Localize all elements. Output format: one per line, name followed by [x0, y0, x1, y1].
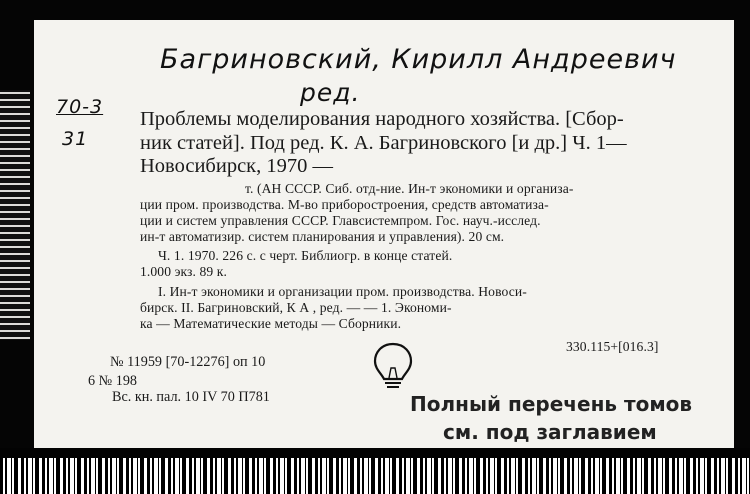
stamp-line-2: см. под заглавием	[443, 420, 657, 444]
publisher-line-4: ин-т автоматизир. систем планирования и управления). 20 см.	[140, 229, 505, 244]
scan-border-bottom	[0, 448, 750, 458]
part-line-1: Ч. 1. 1970. 226 с. с черт. Библиогр. в конце статей.	[158, 248, 453, 263]
classification-code: 330.115+[016.3]	[566, 339, 659, 354]
call-number-top: 70-3	[56, 96, 104, 118]
call-number-bottom: 31	[62, 128, 89, 150]
publisher-line-2: ции пром. производства. М-во приборостроения, средств автоматиза-	[140, 197, 549, 212]
title-line-2: ник статей]. Под ред. К. А. Багриновского [и др.] Ч. 1—	[140, 132, 627, 154]
subject-line-2: бирск. II. Багриновский, К А , ред. — — 1. Экономи-	[140, 300, 452, 315]
lightbulb-icon	[371, 340, 415, 392]
handwritten-author: Багриновский, Кирилл Андреевич	[160, 44, 677, 75]
title-line-1: Проблемы моделирования народного хозяйства. [Сбор-	[140, 108, 624, 130]
footer-line-3: Вс. кн. пал. 10 IV 70 П781	[112, 389, 270, 405]
title-line-3: Новосибирск, 1970 —	[140, 155, 334, 177]
footer-line-2: 6 № 198	[88, 373, 138, 389]
stamp-line-1: Полный перечень томов	[410, 392, 693, 416]
subject-line-3: ка — Математические методы — Сборники.	[140, 316, 402, 331]
scan-edge-left	[0, 90, 30, 340]
publisher-line-3: ции и систем управления СССР. Главсистемпром. Гос. науч.-исслед.	[140, 213, 541, 228]
handwritten-role: ред.	[300, 78, 361, 107]
part-line-2: 1.000 экз. 89 к.	[140, 264, 228, 279]
footer-line-1: № 11959 [70-12276] оп 10	[110, 354, 266, 370]
subject-line-1: I. Ин-т экономики и организации пром. производства. Новоси-	[158, 284, 527, 299]
publisher-line-1: т. (АН СССР. Сиб. отд-ние. Ин-т экономики и организа-	[245, 181, 574, 196]
